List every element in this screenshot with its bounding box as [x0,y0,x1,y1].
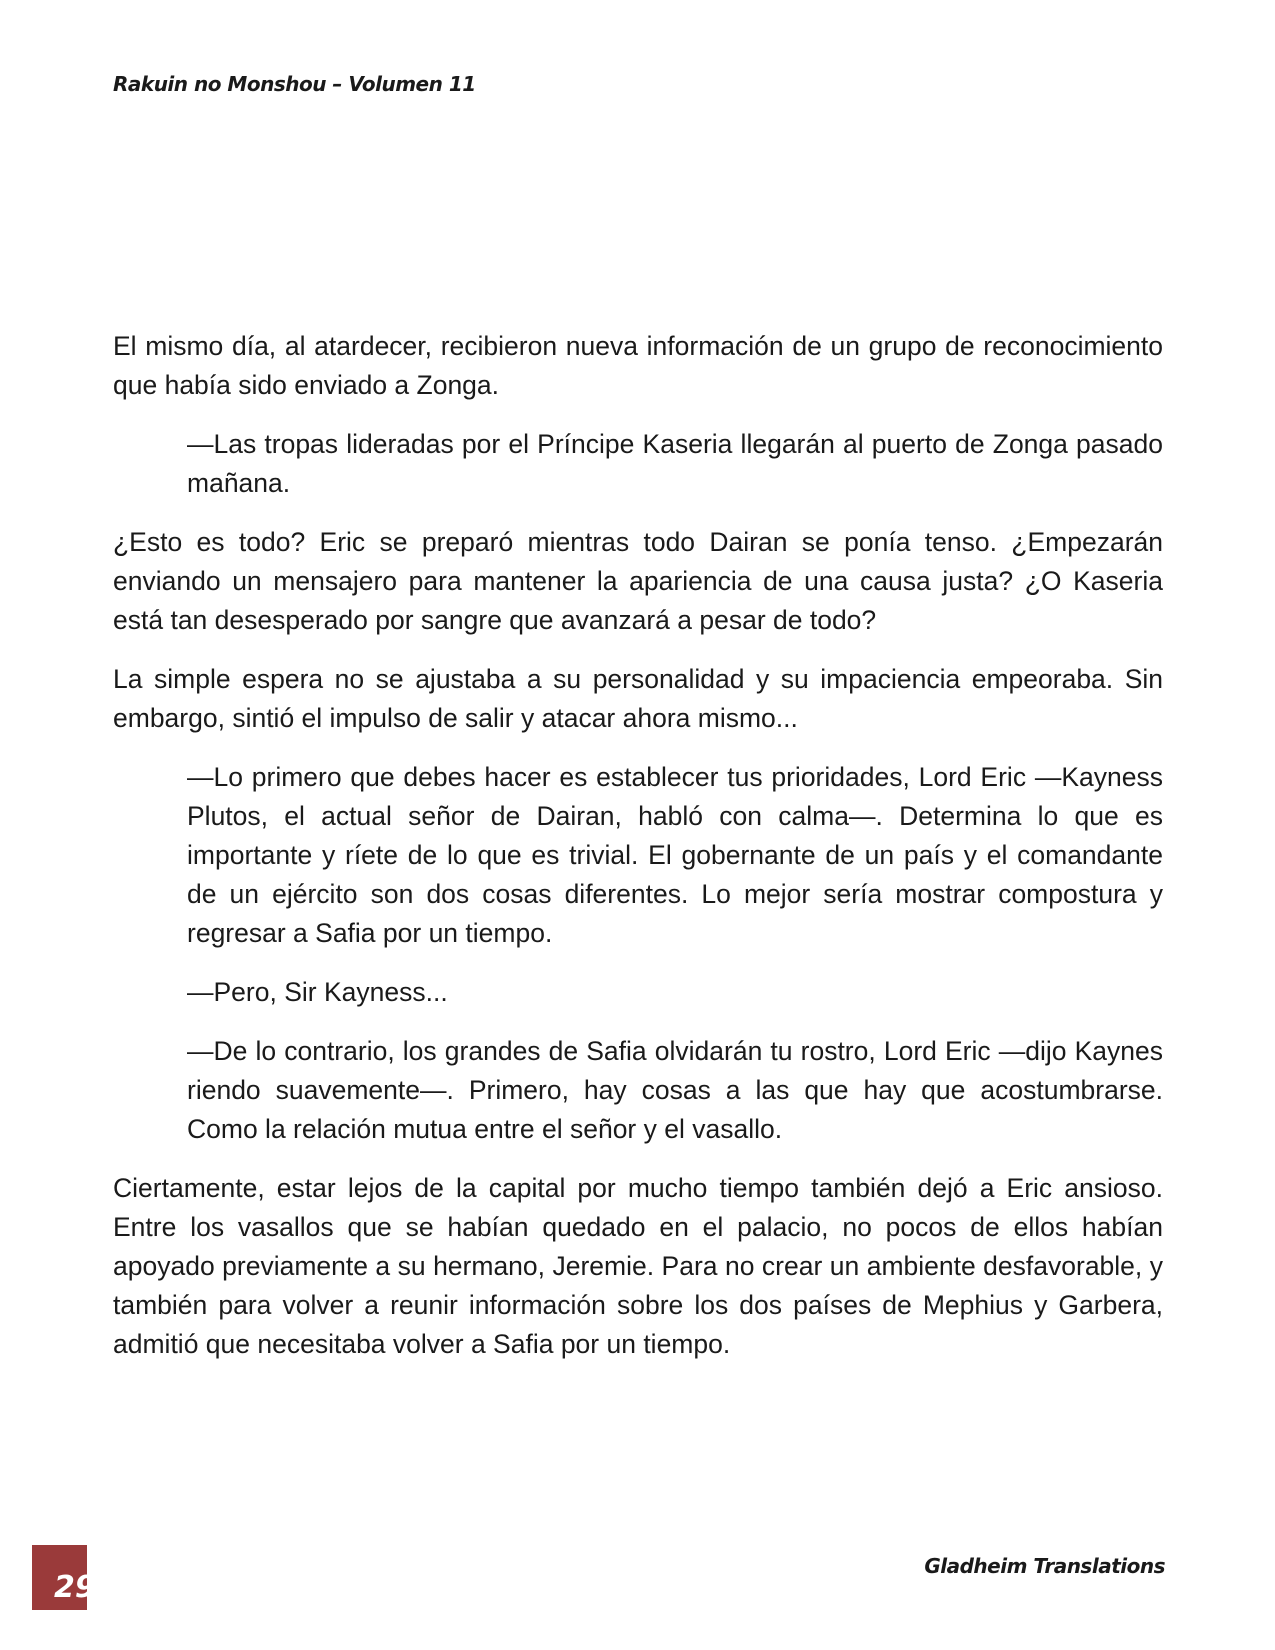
page-number: 29 [54,1570,96,1605]
paragraph-narration: Ciertamente, estar lejos de la capital por mucho tiempo también dejó a Eric ansioso. Entre los vasallos que se habían quedado en el palacio, no pocos de ellos habían apoyado previamente a su hermano, Jeremie. Para no crear un ambiente desfavorable, y también para volver a reunir información sobre los dos países de Mephius y Garbera, admitió que necesitaba volver a Safia por un tiempo. [113,1173,1163,1359]
paragraph-dialogue: —Las tropas lideradas por el Príncipe Kaseria llegarán al puerto de Zonga pasado mañana. [187,429,1163,498]
paragraph-narration: ¿Esto es todo? Eric se preparó mientras todo Dairan se ponía tenso. ¿Empezarán enviando un mensajero para mantener la apariencia de una causa justa? ¿O Kaseria está tan desesperado por sangre que avanzará a pesar de todo? [113,527,1163,635]
page-number-underline [32,1607,87,1610]
running-header: Rakuin no Monshou – Volumen 11 [113,72,476,96]
paragraph-dialogue: —Pero, Sir Kayness... [187,977,448,1007]
body-text [113,327,1163,1384]
footer-credit: Gladheim Translations [924,1554,1165,1578]
paragraph-dialogue: —Lo primero que debes hacer es establecer tus prioridades, Lord Eric —Kayness Plutos, el actual señor de Dairan, habló con calma—. Determina lo que es importante y ríete de lo que es trivial. El gobernante de un país y el comandante de un ejército son dos cosas diferentes. Lo mejor sería mostrar compostura y regresar a Safia por un tiempo. [187,762,1163,948]
paragraph-narration: La simple espera no se ajustaba a su personalidad y su impaciencia empeoraba. Sin embargo, sintió el impulso de salir y atacar ahora mismo... [113,664,1163,733]
paragraph-narration: El mismo día, al atardecer, recibieron nueva información de un grupo de reconocimiento que había sido enviado a Zonga. [113,331,1163,400]
paragraph-dialogue: —De lo contrario, los grandes de Safia olvidarán tu rostro, Lord Eric —dijo Kaynes riendo suavemente—. Primero, hay cosas a las que hay que acostumbrarse. Como la relación mutua entre el señor y el vasallo. [187,1036,1163,1144]
page-number-badge [32,1545,96,1607]
